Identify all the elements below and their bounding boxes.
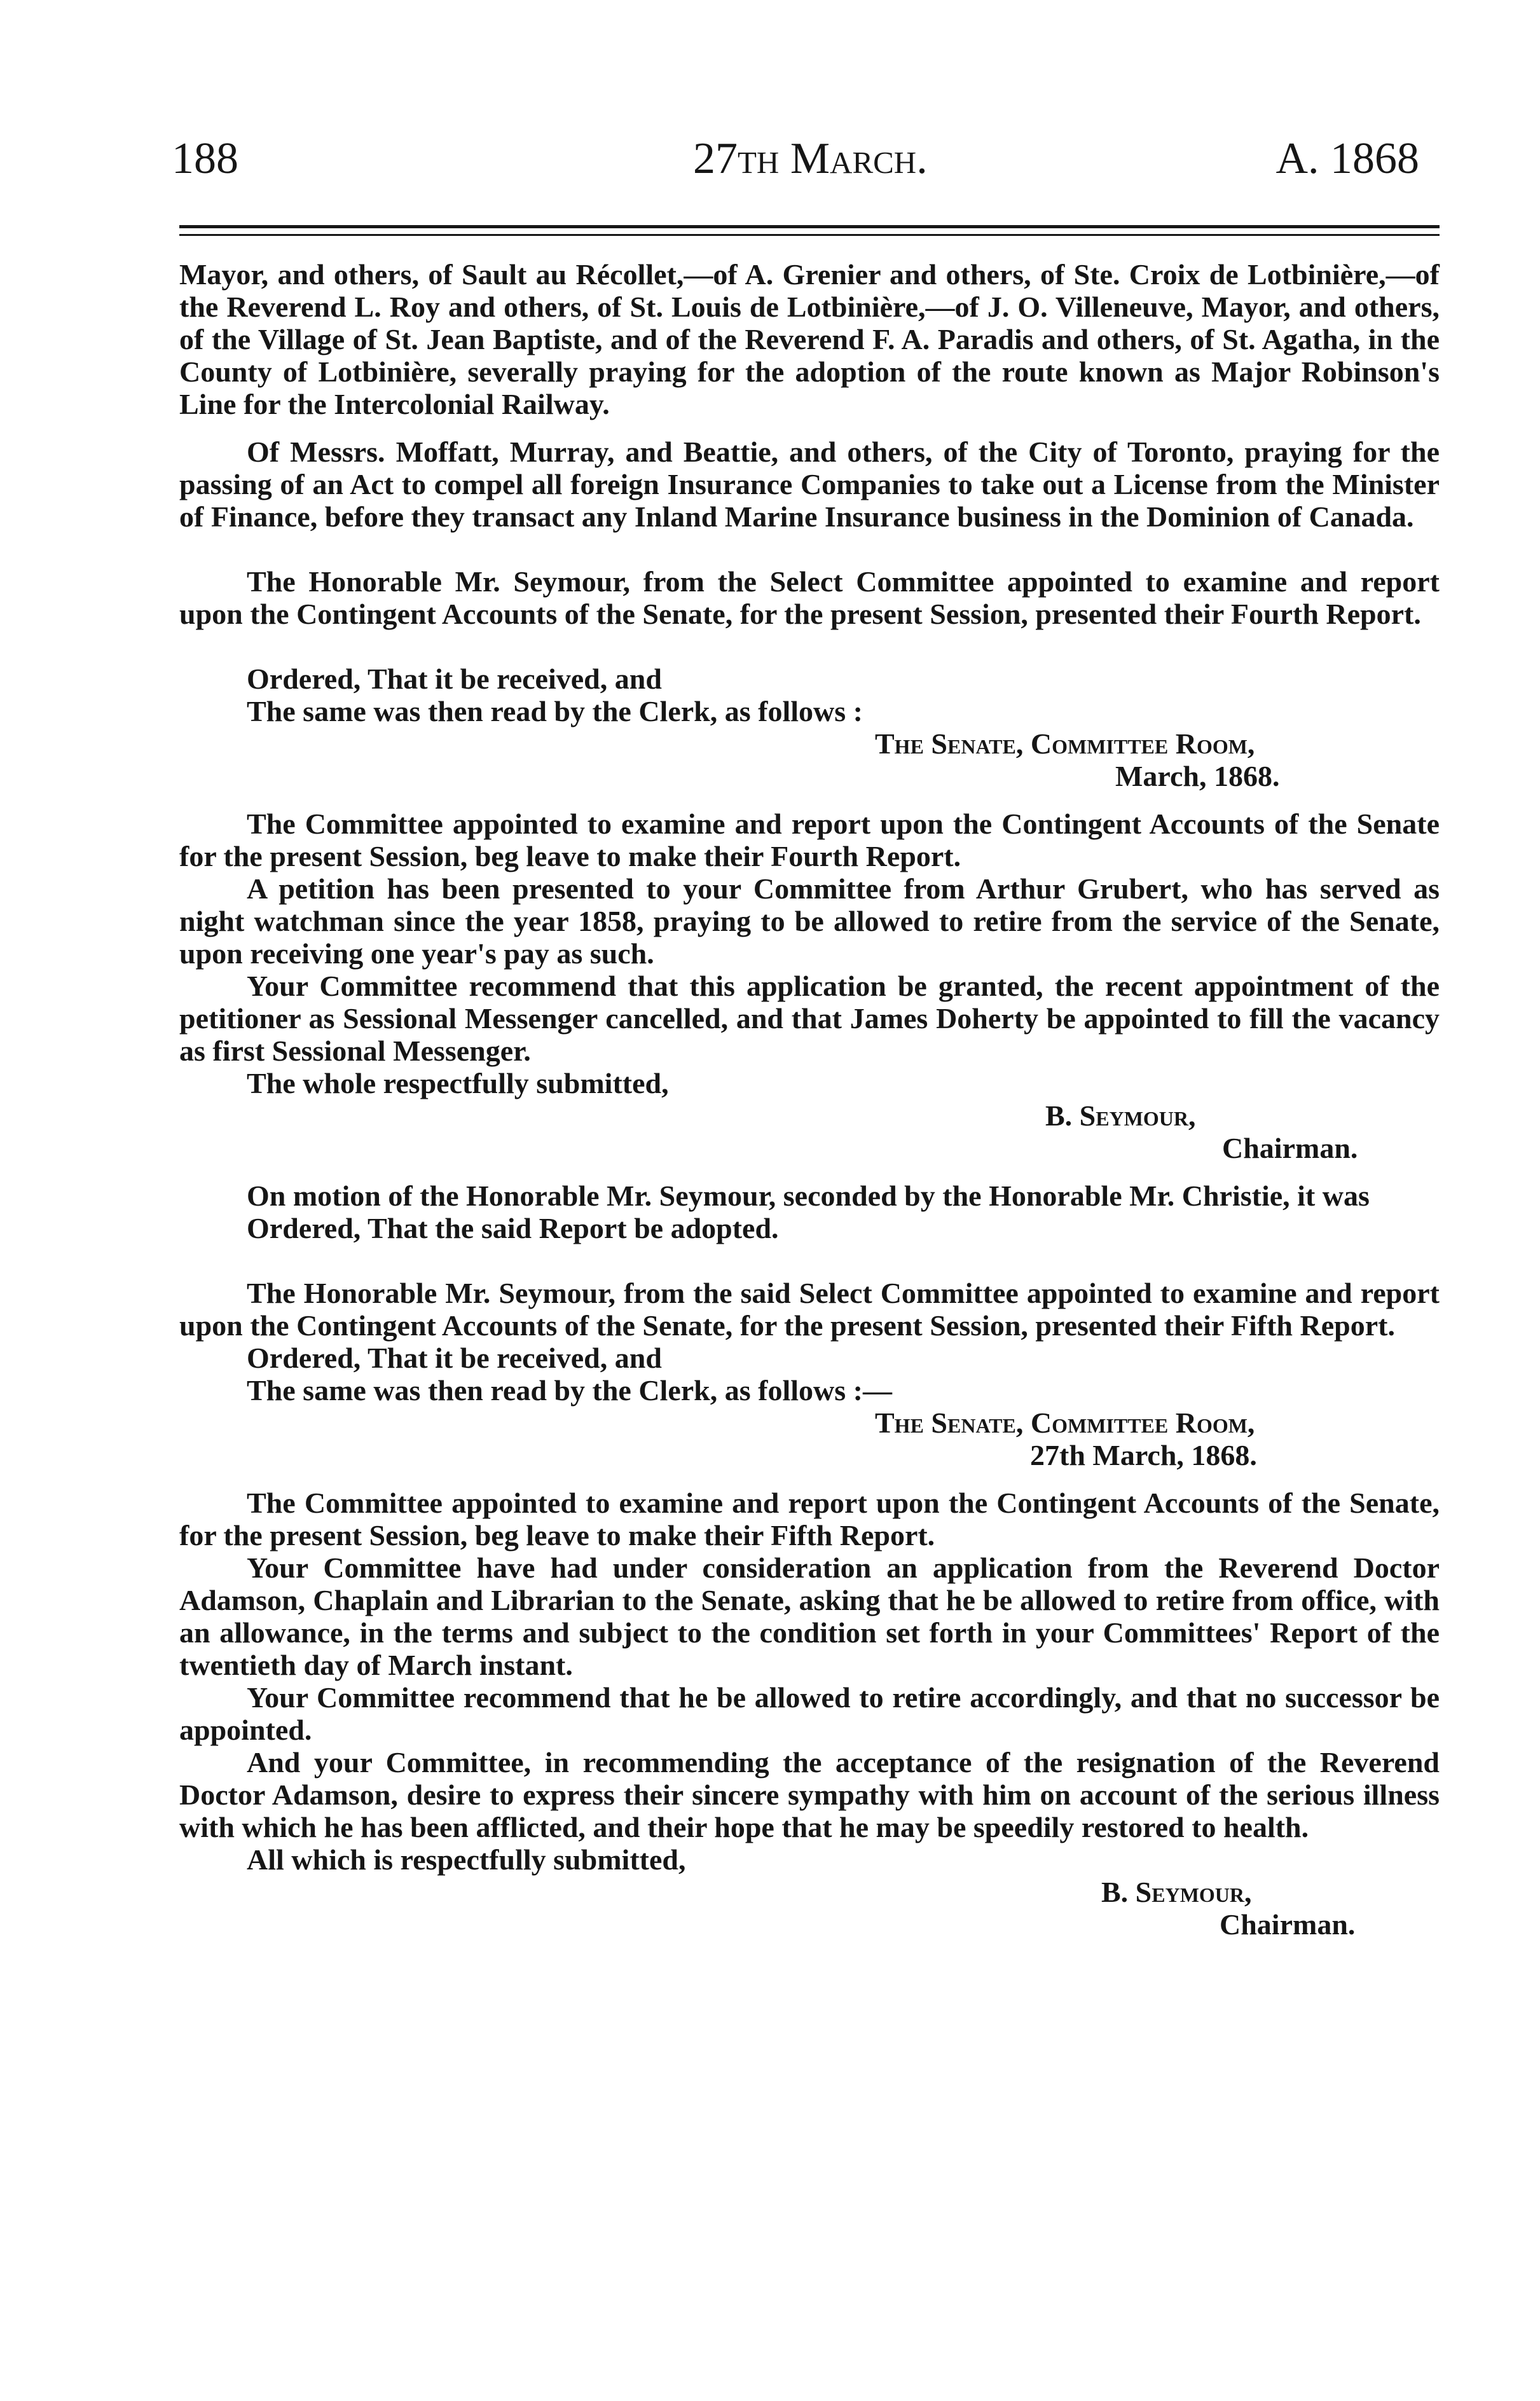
read-by-clerk: The same was then read by the Clerk, as follows : [247, 695, 863, 727]
fourth-report-presented: The Honorable Mr. Seymour, from the Select Committee appointed to examine and report upon the Contingent Accounts of the Senate, for the present Session, presented their Fourth Report. [179, 565, 1440, 630]
header-rule [179, 225, 1440, 228]
page-year: A. 1868 [1275, 134, 1419, 183]
signature-title-2: Chairman. [1220, 1908, 1356, 1941]
document-body [179, 258, 1440, 1941]
signature-name: B. Seymour, [1045, 1099, 1196, 1132]
motion-paragraph: On motion of the Honorable Mr. Seymour, seconded by the Honorable Mr. Christie, it was [247, 1180, 1370, 1212]
header-rule-thin [179, 234, 1440, 236]
fourth-report-petition: A petition has been presented to your Committee from Arthur Grubert, who has served as night watchman since the year 1858, praying to be allowed to retire from the service of the Senate, upon receiving one year's pay as such. [179, 872, 1440, 970]
report-adopted: Ordered, That the said Report be adopted. [247, 1212, 779, 1244]
fifth-report-recommendation: Your Committee recommend that he be allowed to retire accordingly, and that no successor be appointed. [179, 1681, 1440, 1746]
committee-room-date-2: 27th March, 1868. [1030, 1439, 1257, 1471]
fifth-report-intro: The Committee appointed to examine and report upon the Contingent Accounts of the Senate, for the present Session, beg leave to make their Fifth Report. [179, 1487, 1440, 1551]
committee-room-heading-2: The Senate, Committee Room, [875, 1407, 1255, 1439]
fifth-report-closing: All which is respectfully submitted, [247, 1843, 686, 1876]
committee-room-date: March, 1868. [1115, 760, 1280, 792]
read-by-clerk-2: The same was then read by the Clerk, as follows :— [247, 1374, 892, 1407]
ordered-received-2: Ordered, That it be received, and [247, 1342, 662, 1374]
committee-room-heading: The Senate, Committee Room, [875, 727, 1255, 760]
fifth-report-sympathy: And your Committee, in recommending the acceptance of the resignation of the Reverend Doctor Adamson, desire to express their sincere sympathy with him on account of the serious illness with which he has been afflicted, and their hope that he may be speedily restored to health. [179, 1746, 1440, 1843]
fourth-report-recommendation: Your Committee recommend that this application be granted, the recent appointment of the petitioner as Sessional Messenger cancelled, and that James Doherty be appointed to fill the vacancy as first Sessional Messenger. [179, 970, 1440, 1067]
page-date-heading: 27th March. [693, 134, 928, 183]
fourth-report-intro: The Committee appointed to examine and report upon the Contingent Accounts of the Senate for the present Session, beg leave to make their Fourth Report. [179, 808, 1440, 872]
petition-insurance: Of Messrs. Moffatt, Murray, and Beattie, and others, of the City of Toronto, praying for the passing of an Act to compel all foreign Insurance Companies to take out a License from the Minister of Finance, before they transact any Inland Marine Insurance business in the Dominion of Canada. [179, 436, 1440, 533]
ordered-received: Ordered, That it be received, and [247, 663, 662, 695]
fifth-report-presented: The Honorable Mr. Seymour, from the said Select Committee appointed to examine and report upon the Contingent Accounts of the Senate, for the present Session, presented their Fifth Report. [179, 1277, 1440, 1342]
signature-title: Chairman. [1222, 1132, 1358, 1164]
fourth-report-closing: The whole respectfully submitted, [247, 1067, 669, 1099]
fifth-report-application: Your Committee have had under consideration an application from the Reverend Doctor Adamson, Chaplain and Librarian to the Senate, asking that he be allowed to retire from office, with an allowance, in the terms and subject to the condition set forth in your Committees' Report of the twentieth day of March instant. [179, 1551, 1440, 1681]
signature-name-2: B. Seymour, [1101, 1876, 1252, 1908]
page-number: 188 [172, 134, 238, 183]
petitions-continued: Mayor, and others, of Sault au Récollet,—of A. Grenier and others, of Ste. Croix de Lotbinière,—of the Reverend L. Roy and others, of St. Louis de Lotbinière,—of J. O. Villeneuve, Mayor, and others, of the Village of St. Jean Baptiste, and of the Reverend F. A. Paradis and others, of St. Agatha, in the County of Lotbinière, severally praying for the adoption of the route known as Major Robinson's Line for the Intercolonial Railway. [179, 258, 1440, 420]
